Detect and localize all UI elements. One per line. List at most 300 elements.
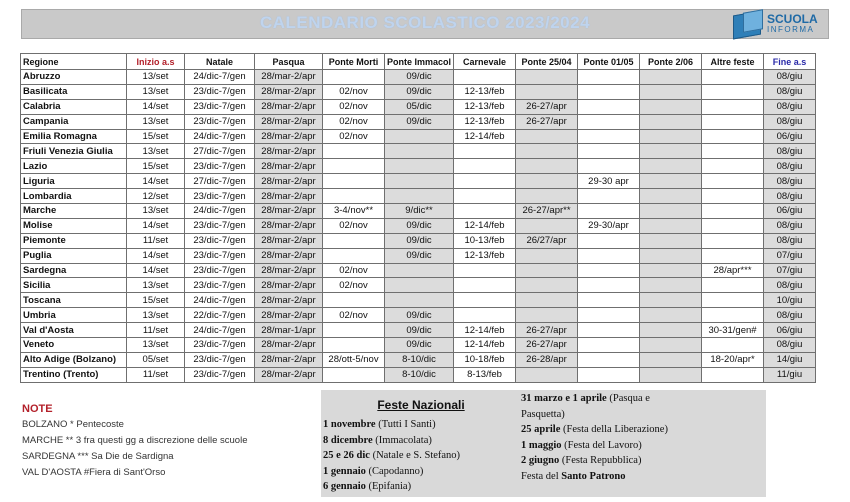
table-cell: [640, 263, 702, 278]
table-cell: 23/dic-7/gen: [185, 233, 255, 248]
table-cell: 28/mar-2/apr: [255, 159, 323, 174]
table-cell: 08/giu: [764, 189, 816, 204]
note-line: VAL D'AOSTA #Fiera di Sant'Orso: [22, 467, 166, 478]
table-cell: [454, 144, 516, 159]
table-cell: 23/dic-7/gen: [185, 84, 255, 99]
table-cell: [578, 367, 640, 382]
table-cell: 9/dic**: [385, 204, 454, 219]
region-name: Calabria: [21, 99, 127, 114]
holiday-date: 25 aprile: [521, 424, 561, 435]
table-cell: 23/dic-7/gen: [185, 367, 255, 382]
holiday-label: (Capodanno): [365, 465, 424, 477]
table-cell: [454, 308, 516, 323]
table-cell: 12-14/feb: [454, 338, 516, 353]
holiday-label: (Festa del Lavoro): [561, 439, 642, 451]
table-cell: [516, 159, 578, 174]
table-cell: 28/mar-2/apr: [255, 367, 323, 382]
table-cell: 13/set: [127, 70, 185, 85]
calendar-table: [20, 53, 816, 383]
table-cell: [640, 248, 702, 263]
table-cell: 28/mar-2/apr: [255, 308, 323, 323]
holiday-label: (Pasqua e: [606, 393, 650, 404]
region-name: Basilicata: [21, 84, 127, 99]
holiday-entry: [521, 407, 668, 423]
table-row: [21, 367, 816, 382]
logo-text-line2: INFORMA: [767, 25, 815, 34]
table-cell: [702, 278, 764, 293]
table-cell: 28/mar-2/apr: [255, 189, 323, 204]
table-cell: [702, 338, 764, 353]
table-cell: 07/giu: [764, 248, 816, 263]
table-cell: 11/set: [127, 233, 185, 248]
table-cell: [640, 233, 702, 248]
table-cell: 12-13/feb: [454, 114, 516, 129]
region-name: Campania: [21, 114, 127, 129]
table-cell: 09/dic: [385, 70, 454, 85]
table-row: [21, 99, 816, 114]
table-cell: 12-14/feb: [454, 129, 516, 144]
holiday-entry: [323, 417, 460, 433]
region-name: Abruzzo: [21, 70, 127, 85]
table-cell: 12-13/feb: [454, 84, 516, 99]
table-cell: 24/dic-7/gen: [185, 129, 255, 144]
table-cell: [454, 278, 516, 293]
table-cell: 10/giu: [764, 293, 816, 308]
table-cell: [454, 189, 516, 204]
table-cell: [578, 263, 640, 278]
table-cell: 26-27/apr: [516, 114, 578, 129]
column-header: Altre feste: [702, 54, 764, 70]
column-header: Ponte 25/04: [516, 54, 578, 70]
table-cell: [454, 70, 516, 85]
table-cell: [702, 114, 764, 129]
table-cell: [640, 129, 702, 144]
table-cell: 23/dic-7/gen: [185, 338, 255, 353]
table-cell: [578, 189, 640, 204]
table-cell: 02/nov: [323, 218, 385, 233]
table-cell: 8-13/feb: [454, 367, 516, 382]
table-cell: 13/set: [127, 204, 185, 219]
table-cell: 28/mar-2/apr: [255, 248, 323, 263]
region-name: Sardegna: [21, 263, 127, 278]
table-cell: [578, 233, 640, 248]
table-cell: [702, 174, 764, 189]
table-cell: 08/giu: [764, 159, 816, 174]
holiday-entry: [323, 448, 460, 464]
holiday-entry: [521, 422, 668, 438]
table-cell: [702, 308, 764, 323]
table-cell: 28/mar-2/apr: [255, 114, 323, 129]
table-cell: 14/set: [127, 174, 185, 189]
table-cell: [516, 84, 578, 99]
holiday-entry: [323, 464, 460, 480]
holiday-date: 2 giugno: [521, 455, 560, 466]
table-cell: [516, 189, 578, 204]
table-cell: [323, 367, 385, 382]
table-cell: [640, 159, 702, 174]
book-logo-icon-front: [743, 9, 763, 33]
column-header: Fine a.s: [764, 54, 816, 70]
table-cell: [640, 114, 702, 129]
table-row: [21, 218, 816, 233]
table-cell: 28/mar-2/apr: [255, 204, 323, 219]
table-cell: [385, 263, 454, 278]
table-cell: 29-30 apr: [578, 174, 640, 189]
holiday-date: 6 gennaio: [323, 481, 366, 492]
table-cell: [640, 278, 702, 293]
table-cell: 02/nov: [323, 84, 385, 99]
table-cell: 28/mar-2/apr: [255, 278, 323, 293]
table-cell: 24/dic-7/gen: [185, 70, 255, 85]
table-cell: 15/set: [127, 129, 185, 144]
table-cell: 02/nov: [323, 308, 385, 323]
table-cell: [640, 338, 702, 353]
table-cell: [385, 144, 454, 159]
table-cell: 09/dic: [385, 308, 454, 323]
table-cell: [323, 174, 385, 189]
table-cell: 14/set: [127, 248, 185, 263]
column-header: Ponte Immacol: [385, 54, 454, 70]
table-cell: 11/set: [127, 323, 185, 338]
table-cell: 15/set: [127, 293, 185, 308]
table-cell: 27/dic-7/gen: [185, 174, 255, 189]
table-cell: 14/giu: [764, 352, 816, 367]
table-cell: 30-31/gen#: [702, 323, 764, 338]
region-name: Val d'Aosta: [21, 323, 127, 338]
table-row: [21, 278, 816, 293]
table-cell: 08/giu: [764, 114, 816, 129]
table-body: [21, 70, 816, 383]
table-cell: 28/mar-1/apr: [255, 323, 323, 338]
table-cell: [640, 352, 702, 367]
table-cell: 13/set: [127, 338, 185, 353]
holiday-label: Festa del: [521, 470, 562, 482]
table-cell: 09/dic: [385, 218, 454, 233]
holiday-label: (Tutti I Santi): [375, 419, 436, 430]
table-row: [21, 323, 816, 338]
table-cell: 28/mar-2/apr: [255, 84, 323, 99]
table-cell: [516, 218, 578, 233]
table-cell: 26-28/apr: [516, 352, 578, 367]
table-cell: [454, 263, 516, 278]
note-line: MARCHE ** 3 fra questi gg a discrezione delle scuole: [22, 435, 248, 446]
table-cell: 28/mar-2/apr: [255, 233, 323, 248]
table-cell: 02/nov: [323, 263, 385, 278]
table-cell: 11/giu: [764, 367, 816, 382]
table-cell: [702, 293, 764, 308]
table-row: [21, 293, 816, 308]
column-header: Carnevale: [454, 54, 516, 70]
table-cell: 06/giu: [764, 204, 816, 219]
table-cell: 8-10/dic: [385, 352, 454, 367]
logo-text-line1: SCUOLA: [767, 12, 818, 26]
table-cell: 22/dic-7/gen: [185, 308, 255, 323]
table-cell: 02/nov: [323, 278, 385, 293]
column-header: Ponte 01/05: [578, 54, 640, 70]
table-cell: 29-30/apr: [578, 218, 640, 233]
holiday-entry: [521, 391, 668, 407]
table-cell: 14/set: [127, 218, 185, 233]
table-cell: [454, 293, 516, 308]
holiday-date: 31 marzo e 1 aprile: [521, 393, 607, 404]
notes-title: NOTE: [22, 403, 53, 415]
notes-section: [22, 403, 322, 481]
table-cell: 07/giu: [764, 263, 816, 278]
table-cell: [702, 144, 764, 159]
table-cell: 23/dic-7/gen: [185, 263, 255, 278]
table-cell: [640, 323, 702, 338]
table-cell: 08/giu: [764, 338, 816, 353]
table-cell: 09/dic: [385, 114, 454, 129]
table-cell: [516, 174, 578, 189]
table-cell: [323, 159, 385, 174]
table-cell: 05/dic: [385, 99, 454, 114]
table-cell: [702, 99, 764, 114]
holiday-entry: [323, 433, 460, 449]
table-cell: 13/set: [127, 308, 185, 323]
table-cell: 23/dic-7/gen: [185, 218, 255, 233]
table-row: [21, 233, 816, 248]
table-cell: 14/set: [127, 99, 185, 114]
table-cell: 28/mar-2/apr: [255, 352, 323, 367]
table-cell: [454, 159, 516, 174]
table-cell: 24/dic-7/gen: [185, 293, 255, 308]
table-cell: [323, 144, 385, 159]
feste-title: Feste Nazionali: [377, 398, 465, 412]
region-name: Veneto: [21, 338, 127, 353]
table-cell: 28/mar-2/apr: [255, 70, 323, 85]
column-header: Regione: [21, 54, 127, 70]
table-cell: [702, 189, 764, 204]
table-cell: 8-10/dic: [385, 367, 454, 382]
table-cell: 12-14/feb: [454, 218, 516, 233]
table-cell: [640, 144, 702, 159]
table-cell: 23/dic-7/gen: [185, 99, 255, 114]
table-cell: 23/dic-7/gen: [185, 278, 255, 293]
table-cell: [578, 338, 640, 353]
table-cell: 08/giu: [764, 174, 816, 189]
region-name: Friuli Venezia Giulia: [21, 144, 127, 159]
table-cell: [578, 144, 640, 159]
holiday-date: 25 e 26 dic: [323, 450, 370, 461]
table-cell: 28/mar-2/apr: [255, 99, 323, 114]
region-name: Molise: [21, 218, 127, 233]
table-row: [21, 204, 816, 219]
region-name: Trentino (Trento): [21, 367, 127, 382]
table-cell: 02/nov: [323, 99, 385, 114]
column-header: Ponte Morti: [323, 54, 385, 70]
table-cell: [702, 159, 764, 174]
table-cell: [385, 293, 454, 308]
table-row: [21, 174, 816, 189]
table-cell: 23/dic-7/gen: [185, 159, 255, 174]
table-cell: [516, 129, 578, 144]
table-cell: [578, 308, 640, 323]
table-cell: 10-13/feb: [454, 233, 516, 248]
table-cell: [578, 84, 640, 99]
table-cell: 15/set: [127, 159, 185, 174]
table-cell: [385, 159, 454, 174]
table-cell: [702, 129, 764, 144]
table-cell: 08/giu: [764, 233, 816, 248]
table-cell: 24/dic-7/gen: [185, 323, 255, 338]
table-cell: [578, 129, 640, 144]
table-cell: [578, 99, 640, 114]
table-cell: [385, 189, 454, 204]
table-cell: 13/set: [127, 144, 185, 159]
notes-list: [22, 417, 322, 481]
table-cell: [323, 338, 385, 353]
table-row: [21, 144, 816, 159]
table-cell: [640, 174, 702, 189]
holiday-entry: [521, 453, 668, 469]
table-cell: 13/set: [127, 278, 185, 293]
table-cell: 06/giu: [764, 129, 816, 144]
table-row: [21, 129, 816, 144]
region-name: Toscana: [21, 293, 127, 308]
region-name: Liguria: [21, 174, 127, 189]
table-cell: 08/giu: [764, 308, 816, 323]
table-cell: 10-18/feb: [454, 352, 516, 367]
table-cell: [640, 84, 702, 99]
holiday-label: (Immacolata): [372, 434, 432, 446]
table-cell: 12-13/feb: [454, 248, 516, 263]
table-cell: 09/dic: [385, 248, 454, 263]
table-row: [21, 263, 816, 278]
table-cell: 13/set: [127, 84, 185, 99]
region-name: Lombardia: [21, 189, 127, 204]
table-row: [21, 308, 816, 323]
table-cell: [323, 189, 385, 204]
table-row: [21, 114, 816, 129]
table-cell: [640, 204, 702, 219]
table-cell: 3-4/nov**: [323, 204, 385, 219]
feste-right-column: [521, 391, 668, 484]
holiday-date: Santo Patrono: [561, 470, 626, 482]
table-cell: 09/dic: [385, 233, 454, 248]
table-cell: 14/set: [127, 263, 185, 278]
table-cell: 28/mar-2/apr: [255, 129, 323, 144]
table-cell: [323, 233, 385, 248]
table-cell: 28/mar-2/apr: [255, 174, 323, 189]
table-cell: [516, 263, 578, 278]
table-cell: 18-20/apr*: [702, 352, 764, 367]
table-cell: [640, 293, 702, 308]
table-cell: 26/27/apr: [516, 233, 578, 248]
table-cell: 24/dic-7/gen: [185, 204, 255, 219]
table-cell: 05/set: [127, 352, 185, 367]
holiday-label: (Epifania): [365, 481, 412, 492]
table-cell: 12/set: [127, 189, 185, 204]
title-bar: [21, 9, 829, 39]
table-cell: [578, 293, 640, 308]
table-cell: 02/nov: [323, 114, 385, 129]
table-cell: [323, 70, 385, 85]
table-cell: [702, 204, 764, 219]
table-cell: 09/dic: [385, 338, 454, 353]
table-cell: 08/giu: [764, 278, 816, 293]
table-cell: [578, 204, 640, 219]
table-cell: 28/ott-5/nov: [323, 352, 385, 367]
table-cell: 08/giu: [764, 84, 816, 99]
region-name: Umbria: [21, 308, 127, 323]
table-cell: 26-27/apr**: [516, 204, 578, 219]
table-cell: [578, 70, 640, 85]
table-cell: 06/giu: [764, 323, 816, 338]
column-header: Natale: [185, 54, 255, 70]
note-line: BOLZANO * Pentecoste: [22, 419, 124, 430]
table-cell: 02/nov: [323, 129, 385, 144]
table-cell: [702, 84, 764, 99]
table-cell: [516, 248, 578, 263]
table-row: [21, 338, 816, 353]
feste-nazionali-box: [321, 390, 766, 497]
table-cell: [578, 114, 640, 129]
table-cell: [578, 323, 640, 338]
table-cell: 08/giu: [764, 99, 816, 114]
table-cell: [385, 174, 454, 189]
table-cell: 28/apr***: [702, 263, 764, 278]
holiday-entry: [521, 438, 668, 454]
table-cell: [640, 99, 702, 114]
column-header: Ponte 2/06: [640, 54, 702, 70]
table-row: [21, 70, 816, 85]
table-cell: [702, 70, 764, 85]
table-row: [21, 189, 816, 204]
table-cell: [578, 159, 640, 174]
holiday-date: 8 dicembre: [323, 434, 373, 446]
table-cell: 26-27/apr: [516, 338, 578, 353]
table-cell: [640, 367, 702, 382]
table-cell: [578, 352, 640, 367]
region-name: Alto Adige (Bolzano): [21, 352, 127, 367]
column-header: Pasqua: [255, 54, 323, 70]
table-cell: [640, 218, 702, 233]
table-cell: 28/mar-2/apr: [255, 338, 323, 353]
table-row: [21, 84, 816, 99]
table-row: [21, 159, 816, 174]
table-cell: 28/mar-2/apr: [255, 144, 323, 159]
table-cell: [385, 278, 454, 293]
table-cell: [516, 293, 578, 308]
feste-left-column: [323, 417, 460, 495]
holiday-label: Pasquetta): [521, 408, 565, 420]
page-title: CALENDARIO SCOLASTICO 2023/2024: [259, 13, 591, 32]
table-cell: [578, 248, 640, 263]
table-cell: 28/mar-2/apr: [255, 263, 323, 278]
table-cell: 09/dic: [385, 323, 454, 338]
table-cell: 08/giu: [764, 70, 816, 85]
table-row: [21, 248, 816, 263]
table-cell: 23/dic-7/gen: [185, 352, 255, 367]
table-cell: [702, 218, 764, 233]
table-cell: 08/giu: [764, 144, 816, 159]
holiday-entry: [323, 479, 460, 495]
table-cell: [516, 278, 578, 293]
table-cell: [516, 367, 578, 382]
holiday-date: 1 novembre: [323, 419, 376, 430]
table-cell: 08/giu: [764, 218, 816, 233]
column-header: Inizio a.s: [127, 54, 185, 70]
table-cell: [640, 189, 702, 204]
table-cell: 26-27/apr: [516, 323, 578, 338]
table-cell: 27/dic-7/gen: [185, 144, 255, 159]
holiday-label: (Festa della Liberazione): [560, 424, 668, 435]
holiday-label: (Natale e S. Stefano): [369, 450, 461, 461]
table-cell: 23/dic-7/gen: [185, 248, 255, 263]
table-cell: 23/dic-7/gen: [185, 114, 255, 129]
table-cell: 23/dic-7/gen: [185, 189, 255, 204]
